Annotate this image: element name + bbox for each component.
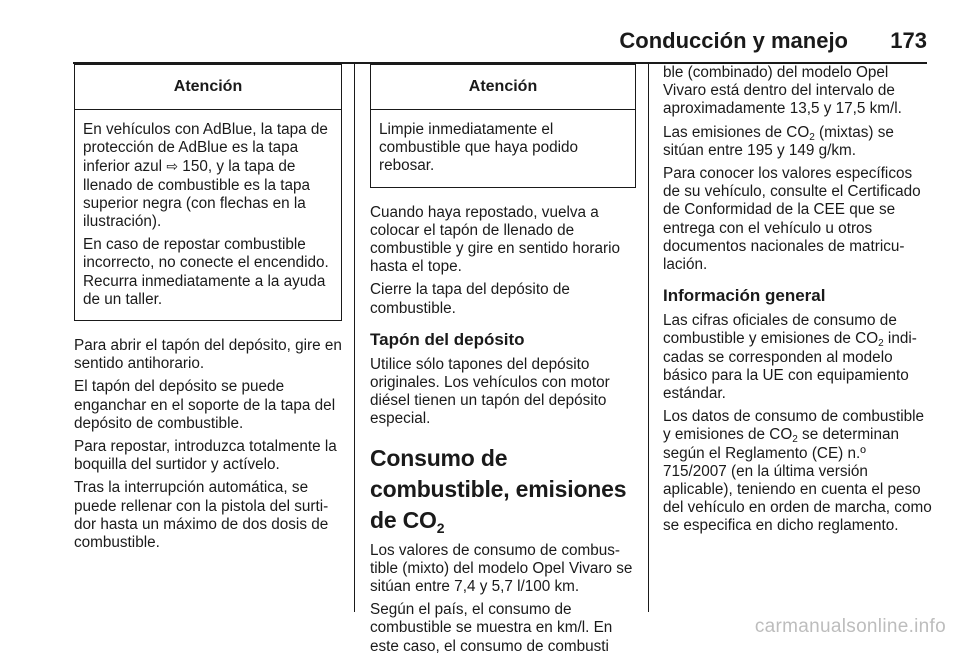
column-2 — [370, 64, 636, 661]
page-header — [0, 28, 960, 58]
body-paragraph: Según el país, el consumo de combustible se muestra en km/l. En este caso, el consumo de combusti — [370, 601, 613, 655]
subheading-general-info: Información general — [663, 286, 826, 306]
warning-box — [370, 64, 636, 188]
body-paragraph: Cierre la tapa del depósito de combustible. — [370, 281, 570, 317]
page-number: 173 — [890, 28, 927, 53]
body-paragraph: El tapón del depósito se puede enganchar en el soporte de la tapa del depósito de combustible. — [74, 378, 336, 432]
subheading-fuel-cap: Tapón del depósito — [370, 329, 525, 349]
warning-box-title: Atención — [75, 65, 341, 110]
warning-box-title: Atención — [371, 65, 635, 110]
column-divider-1 — [354, 64, 355, 612]
heading-fuel-consumption: Consumo de combustible, emisiones de $CO_2$ — [370, 444, 627, 536]
body-paragraph: ble (combinado) del modelo Opel Vivaro está dentro del intervalo de aproximadamente 13,5 y 17,5 km/l. — [663, 64, 902, 118]
body-paragraph: Utilice sólo tapones del depósito originales. Los vehículos con motor diésel tienen un tapón del depósito especial. — [370, 355, 610, 428]
warning-paragraph: En caso de repostar combustible incorrecto, no conecte el encendido. Recurra inmediatamente a la ayuda de un taller. — [83, 236, 329, 308]
body-paragraph: Para conocer los valores específicos de su vehículo, consulte el Certificado de Conformidad de la CEE que se entrega con el vehículo u otros documentos nacionales de matriculación. — [663, 165, 921, 274]
body-paragraph: Las emisiones de $CO_2$ (mixtas) se sitúan entre 195 y 149 g/km. — [663, 123, 894, 159]
page-reference-icon: ⇨ — [166, 158, 179, 175]
body-paragraph: Tras la interrupción automática, se puede rellenar con la pistola del surtidor hasta un máximo de dos dosis de combustible. — [74, 479, 329, 552]
warning-paragraph: Limpie inmediatamente el combustible que haya podido rebosar. — [379, 121, 579, 175]
column-divider-2 — [648, 64, 649, 612]
page-reference-link[interactable]: 150 — [178, 158, 208, 176]
body-paragraph: Cuando haya repostado, vuelva a colocar el tapón de llenado de combustible y gire en sentido horario hasta el tope. — [370, 203, 620, 276]
watermark: carmanualsonline.info — [754, 616, 946, 637]
warning-box-body — [75, 110, 341, 320]
warning-box — [74, 64, 342, 321]
body-paragraph: Los valores de consumo de combustible (mixto) del modelo Opel Vivaro se sitúan entre 7,4 y 5,7 l/100 km. — [370, 541, 633, 596]
warning-box-body — [371, 110, 635, 187]
column-3 — [663, 64, 933, 541]
column-1 — [74, 64, 342, 557]
warning-paragraph: En vehículos con AdBlue, la tapa de protección de AdBlue es la tapa inferior azul ⇨ 150, y la tapa de llenado de combustible es la tapa superior negra (con flechas en la ilustración). — [83, 121, 328, 231]
body-paragraph: Las cifras oficiales de consumo de combustible y emisiones de $CO_2$ indicadas se corresponden al modelo básico para la UE con equipamiento estándar. — [663, 312, 917, 403]
body-paragraph: Para repostar, introduzca totalmente la boquilla del surtidor y actívelo. — [74, 438, 337, 474]
section-title: Conducción y manejo — [619, 28, 848, 53]
body-paragraph: Los datos de consumo de combustible y emisiones de $CO_2$ se determinan según el Reglamento (CE) n.º 715/2007 (en la última versión aplicable), teniendo en cuenta el peso del vehículo en orden de marcha, como se especifica en dicho reglamento. — [663, 408, 932, 535]
body-paragraph: Para abrir el tapón del depósito, gire en sentido antihorario. — [74, 337, 342, 373]
